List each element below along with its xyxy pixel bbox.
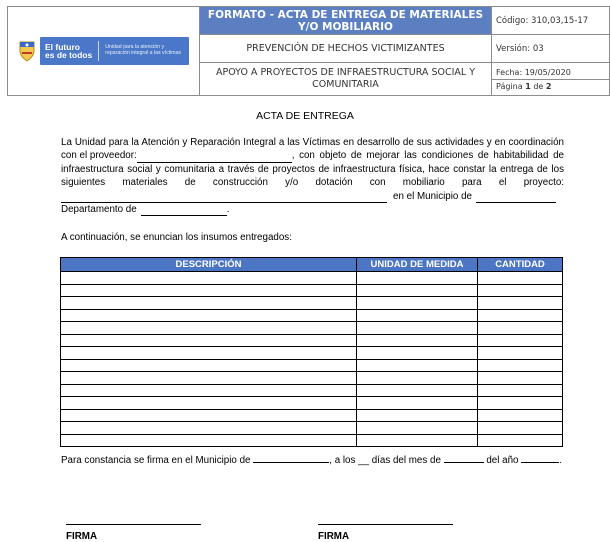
proveedor-blank[interactable] <box>137 152 292 163</box>
table-row <box>61 334 563 347</box>
municipio-blank[interactable] <box>476 192 556 203</box>
unidad-medida-cell[interactable] <box>357 297 478 310</box>
logo-cell <box>8 7 200 96</box>
paragraph-line: La Unidad para la Atención y Reparación Integral a las Víctimas en desarrollo de sus actividades y en coordinación <box>61 137 564 148</box>
descripcion-cell[interactable] <box>61 334 357 347</box>
cantidad-cell[interactable] <box>478 359 563 372</box>
unidad-medida-cell[interactable] <box>357 397 478 410</box>
table-row <box>61 409 563 422</box>
cantidad-cell[interactable] <box>478 397 563 410</box>
cantidad-cell[interactable] <box>478 372 563 385</box>
cantidad-cell[interactable] <box>478 284 563 297</box>
document-header <box>7 6 610 96</box>
table-row <box>61 359 563 372</box>
cantidad-cell[interactable] <box>478 309 563 322</box>
unidad-medida-cell[interactable] <box>357 372 478 385</box>
table-row <box>61 284 563 297</box>
paragraph-line: infraestructura social y comunitaria a través de proyectos de infraestructura física, hace constar la entrega de los <box>61 163 564 175</box>
logo-sub-text: Unidad para la atención y reparación integral a las víctimas <box>105 44 182 56</box>
descripcion-cell[interactable] <box>61 384 357 397</box>
unidad-victimas-logo <box>8 7 199 95</box>
unidad-medida-cell[interactable] <box>357 284 478 297</box>
unidad-medida-cell[interactable] <box>357 347 478 360</box>
table-row <box>61 272 563 285</box>
pagina-label: Página 1 de 2 <box>492 79 609 93</box>
cantidad-cell[interactable] <box>478 347 563 360</box>
table-row <box>61 384 563 397</box>
table-row <box>61 322 563 335</box>
unidad-medida-cell[interactable] <box>357 409 478 422</box>
descripcion-cell[interactable] <box>61 284 357 297</box>
paragraph-line: en el Municipio de <box>61 190 564 203</box>
paragraph-line: Departamento de . <box>61 204 230 216</box>
cantidad-cell[interactable] <box>478 297 563 310</box>
unidad-medida-cell[interactable] <box>357 322 478 335</box>
items-table-body <box>61 272 563 447</box>
closing-anio-blank[interactable] <box>521 454 559 463</box>
unidad-medida-cell[interactable] <box>357 384 478 397</box>
table-row <box>61 347 563 360</box>
descripcion-cell[interactable] <box>61 372 357 385</box>
paragraph-line: siguientes materiales de construcción y/o dotación con mobiliario para el proyecto: <box>61 177 564 189</box>
unidad-medida-cell[interactable] <box>357 434 478 447</box>
descripcion-cell[interactable] <box>61 397 357 410</box>
descripcion-cell[interactable] <box>61 297 357 310</box>
departamento-blank[interactable] <box>141 205 227 216</box>
header-unidad-medida: UNIDAD DE MEDIDA <box>357 258 478 272</box>
descripcion-cell[interactable] <box>61 359 357 372</box>
signature-line-1[interactable]: FIRMA <box>66 524 201 542</box>
descripcion-cell[interactable] <box>61 347 357 360</box>
cantidad-cell[interactable] <box>478 322 563 335</box>
descripcion-cell[interactable] <box>61 409 357 422</box>
header-cantidad: CANTIDAD <box>478 258 563 272</box>
cantidad-cell[interactable] <box>478 334 563 347</box>
closing-line: Para constancia se firma en el Municipio de , a los __ días del mes de del año . <box>61 455 562 466</box>
cantidad-cell[interactable] <box>478 422 563 435</box>
acta-heading: ACTA DE ENTREGA <box>256 110 354 122</box>
procedure-name: APOYO A PROYECTOS DE INFRAESTRUCTURA SOCIAL Y COMUNITARIA <box>200 63 492 96</box>
header-descripcion: DESCRIPCIÓN <box>61 258 357 272</box>
codigo-label: Código: 310,03,15-17 <box>492 7 610 35</box>
descripcion-cell[interactable] <box>61 422 357 435</box>
items-table <box>60 257 563 447</box>
signature-line-2[interactable]: FIRMA <box>318 524 453 542</box>
descripcion-cell[interactable] <box>61 322 357 335</box>
closing-municipio-blank[interactable] <box>253 454 329 463</box>
intro-text: A continuación, se enuncian los insumos entregados: <box>61 232 292 243</box>
acta-paragraph <box>61 136 564 216</box>
table-row <box>61 372 563 385</box>
fecha-pagina-cell <box>492 63 610 96</box>
descripcion-cell[interactable] <box>61 272 357 285</box>
cantidad-cell[interactable] <box>478 272 563 285</box>
unidad-medida-cell[interactable] <box>357 309 478 322</box>
colombia-coat-of-arms-icon <box>18 40 36 62</box>
descripcion-cell[interactable] <box>61 434 357 447</box>
table-row <box>61 297 563 310</box>
cantidad-cell[interactable] <box>478 434 563 447</box>
unidad-medida-cell[interactable] <box>357 422 478 435</box>
logo-main-text: El futuro es de todos <box>45 41 93 60</box>
table-row <box>61 422 563 435</box>
logo-banner <box>40 37 189 65</box>
table-row <box>61 397 563 410</box>
unidad-medida-cell[interactable] <box>357 359 478 372</box>
closing-mes-blank[interactable] <box>444 454 484 463</box>
process-name: PREVENCIÓN DE HECHOS VICTIMIZANTES <box>200 35 492 63</box>
cantidad-cell[interactable] <box>478 409 563 422</box>
unidad-medida-cell[interactable] <box>357 272 478 285</box>
document-title: FORMATO - ACTA DE ENTREGA DE MATERIALES Y/O MOBILIARIO <box>200 7 492 35</box>
unidad-medida-cell[interactable] <box>357 334 478 347</box>
proyecto-blank[interactable] <box>61 192 387 203</box>
paragraph-line: con el proveedor: , con objeto de mejorar las condiciones de habitabilidad de <box>61 150 564 162</box>
fecha-label: Fecha: 19/05/2020 <box>496 67 571 77</box>
descripcion-cell[interactable] <box>61 309 357 322</box>
cantidad-cell[interactable] <box>478 384 563 397</box>
version-label: Versión: 03 <box>492 35 610 63</box>
table-row <box>61 434 563 447</box>
table-row <box>61 309 563 322</box>
